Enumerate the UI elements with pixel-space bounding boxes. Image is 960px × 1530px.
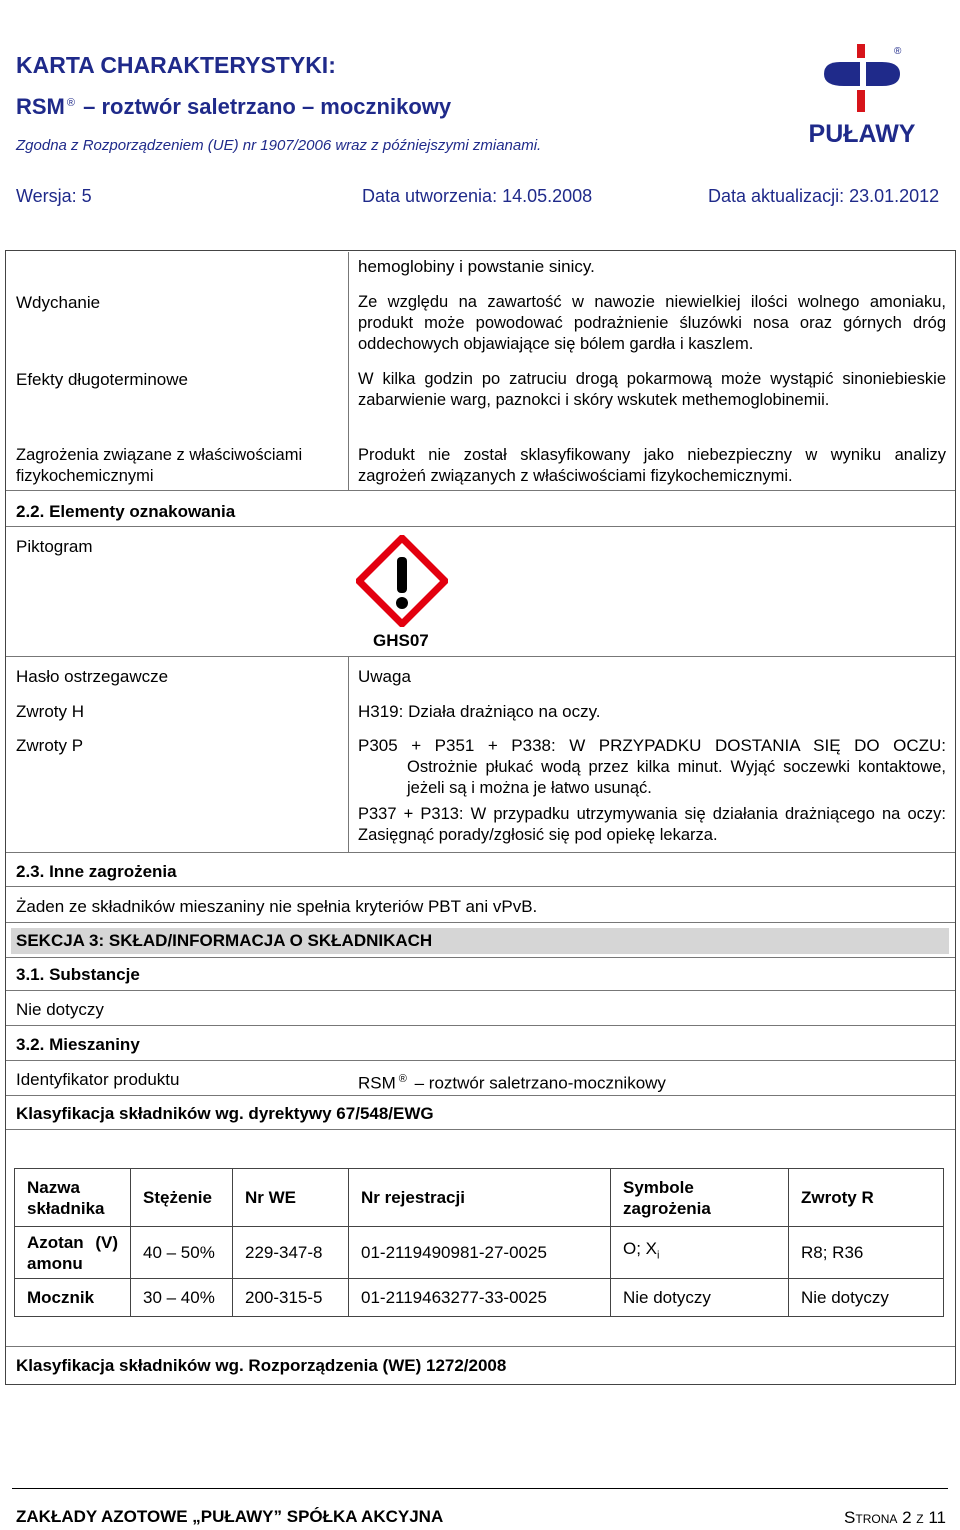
section-3-title: SEKCJA 3: SKŁAD/INFORMACJA O SKŁADNIKACH bbox=[16, 931, 433, 950]
row-divider bbox=[6, 1060, 955, 1061]
hazard-text-long-term: W kilka godzin po zatruciu drogą pokarmową może wystąpić sinoniebieskie zabarwienie warg, paznokci i skóry wskutek methemoglobinemii. bbox=[358, 370, 946, 409]
footer-company: ZAKŁADY AZOTOWE „PUŁAWY” SPÓŁKA AKCYJNA bbox=[16, 1507, 444, 1526]
row-divider bbox=[6, 490, 955, 491]
header-r-phrases: Zwroty R bbox=[789, 1169, 944, 1227]
table-row bbox=[15, 1279, 944, 1317]
row-divider bbox=[6, 656, 955, 657]
signal-word-label: Hasło ostrzegawcze bbox=[16, 667, 169, 686]
substances-value: Nie dotyczy bbox=[16, 1000, 104, 1019]
mixtures-heading: 3.2. Mieszaniny bbox=[16, 1035, 140, 1054]
substances-heading: 3.1. Substancje bbox=[16, 965, 140, 984]
header-hazard-symbols: Symbole zagrożenia bbox=[611, 1169, 789, 1227]
row-divider bbox=[6, 1025, 955, 1026]
identifier-brand: RSM bbox=[358, 1073, 396, 1093]
header-registration: Nr rejestracji bbox=[349, 1169, 611, 1227]
hazard-text-physchem: Produkt nie został sklasyfikowany jako niebezpieczny w wyniku analizy zagrożeń związanych z właściwościami fizykochemicznymi. bbox=[358, 446, 946, 485]
ghs07-exclamation-icon bbox=[356, 535, 448, 627]
pictogram-code: GHS07 bbox=[373, 631, 429, 650]
symbol-text: O; X bbox=[623, 1239, 658, 1259]
pulawy-logo bbox=[800, 40, 920, 152]
logo-registered-mark: ® bbox=[894, 46, 902, 57]
identifier-registered-mark: ® bbox=[398, 1073, 407, 1085]
product-name bbox=[16, 94, 451, 120]
cell-concentration: 40 – 50% bbox=[131, 1227, 233, 1279]
h-statement: H319: Działa drażniąco na oczy. bbox=[358, 702, 601, 721]
footer-page-number: Strona 2 z 11 bbox=[844, 1508, 946, 1527]
row-divider bbox=[6, 922, 955, 923]
p-statement-2: P337 + P313: W przypadku utrzymywania się działania drażniącego na oczy: Zasięgnąć porady/zgłosić się pod opiekę lekarza. bbox=[358, 805, 946, 844]
signal-word-value: Uwaga bbox=[358, 667, 411, 686]
identifier-rest: – roztwór saletrzano-mocznikowy bbox=[414, 1073, 666, 1093]
identifier-value bbox=[358, 1069, 666, 1094]
footer-divider bbox=[12, 1488, 948, 1489]
product-brand: RSM bbox=[16, 94, 65, 119]
hazard-label-inhalation: Wdychanie bbox=[16, 293, 101, 312]
row-divider bbox=[6, 957, 955, 958]
table-row bbox=[15, 1227, 944, 1279]
row-divider bbox=[6, 852, 955, 853]
p-statements-label: Zwroty P bbox=[16, 736, 84, 755]
product-rest: – roztwór saletrzano – mocznikowy bbox=[83, 94, 452, 119]
row-divider bbox=[6, 886, 955, 887]
cell-ec-number: 229-347-8 bbox=[233, 1227, 349, 1279]
other-hazards-heading: 2.3. Inne zagrożenia bbox=[16, 862, 177, 881]
classification-regulation-heading: Klasyfikacja składników wg. Rozporządzenia (WE) 1272/2008 bbox=[16, 1356, 507, 1375]
classification-directive-heading: Klasyfikacja składników wg. dyrektywy 67/548/EWG bbox=[16, 1104, 434, 1123]
labeling-heading: 2.2. Elementy oznakowania bbox=[16, 502, 236, 521]
column-divider bbox=[348, 657, 349, 852]
cell-r-phrases: R8; R36 bbox=[789, 1227, 944, 1279]
cell-hazard-symbols bbox=[611, 1227, 789, 1279]
hazard-text-inhalation: Ze względu na zawartość w nawozie niewielkiej ilości wolnego amoniaku, produkt może powodować podrażnienie śluzówki nosa oraz górnych dróg oddechowych objawiające się bólem gardła i kaszlem. bbox=[358, 293, 946, 353]
header-name: Nazwa składnika bbox=[15, 1169, 131, 1227]
hazard-continuation: hemoglobiny i powstanie sinicy. bbox=[358, 257, 595, 276]
hazard-label-physchem: Zagrożenia związane z właściwościami fizykochemicznymi bbox=[16, 446, 303, 485]
cell-name: Mocznik bbox=[15, 1279, 131, 1317]
p-statement-1-first: P305 + P351 + P338: W PRZYPADKU DOSTANIA SIĘ DO OCZU: bbox=[358, 736, 946, 755]
cell-registration: 01-2119463277-33-0025 bbox=[349, 1279, 611, 1317]
regulation-note: Zgodna z Rozporządzeniem (UE) nr 1907/2006 wraz z późniejszymi zmianami. bbox=[16, 137, 542, 154]
cell-concentration: 30 – 40% bbox=[131, 1279, 233, 1317]
creation-date: Data utworzenia: 14.05.2008 bbox=[362, 186, 593, 206]
cell-r-phrases: Nie dotyczy bbox=[789, 1279, 944, 1317]
row-divider bbox=[6, 526, 955, 527]
symbol-subscript: i bbox=[657, 1249, 660, 1262]
row-divider bbox=[6, 1095, 955, 1096]
header-ec-number: Nr WE bbox=[233, 1169, 349, 1227]
p-statement-1-rest: Ostrożnie płukać wodą przez kilka minut. Wyjąć soczewki kontaktowe, jeżeli są i można je łatwo usunąć. bbox=[407, 758, 946, 797]
column-divider bbox=[348, 252, 349, 490]
registered-mark: ® bbox=[66, 96, 75, 109]
h-statements-label: Zwroty H bbox=[16, 702, 84, 721]
document-title: KARTA CHARAKTERYSTYKI: bbox=[16, 52, 336, 78]
row-divider bbox=[6, 990, 955, 991]
cell-registration: 01-2119490981-27-0025 bbox=[349, 1227, 611, 1279]
cell-hazard-symbols: Nie dotyczy bbox=[611, 1279, 789, 1317]
version: Wersja: 5 bbox=[16, 186, 92, 206]
row-divider bbox=[6, 1346, 955, 1347]
update-date: Data aktualizacji: 23.01.2012 bbox=[708, 186, 940, 206]
logo-text: PUŁAWY bbox=[808, 120, 916, 148]
top-border bbox=[5, 250, 956, 251]
pictogram-label: Piktogram bbox=[16, 537, 93, 556]
other-hazards-text: Żaden ze składników mieszaniny nie spełnia kryteriów PBT ani vPvB. bbox=[16, 897, 538, 916]
cell-ec-number: 200-315-5 bbox=[233, 1279, 349, 1317]
cell-name: Azotan (V) amonu bbox=[15, 1227, 131, 1279]
table-header-row bbox=[15, 1169, 944, 1227]
hazard-label-long-term: Efekty długoterminowe bbox=[16, 370, 188, 389]
components-table bbox=[14, 1168, 944, 1317]
row-divider bbox=[6, 1129, 955, 1130]
header-concentration: Stężenie bbox=[131, 1169, 233, 1227]
identifier-label: Identyfikator produktu bbox=[16, 1070, 180, 1089]
